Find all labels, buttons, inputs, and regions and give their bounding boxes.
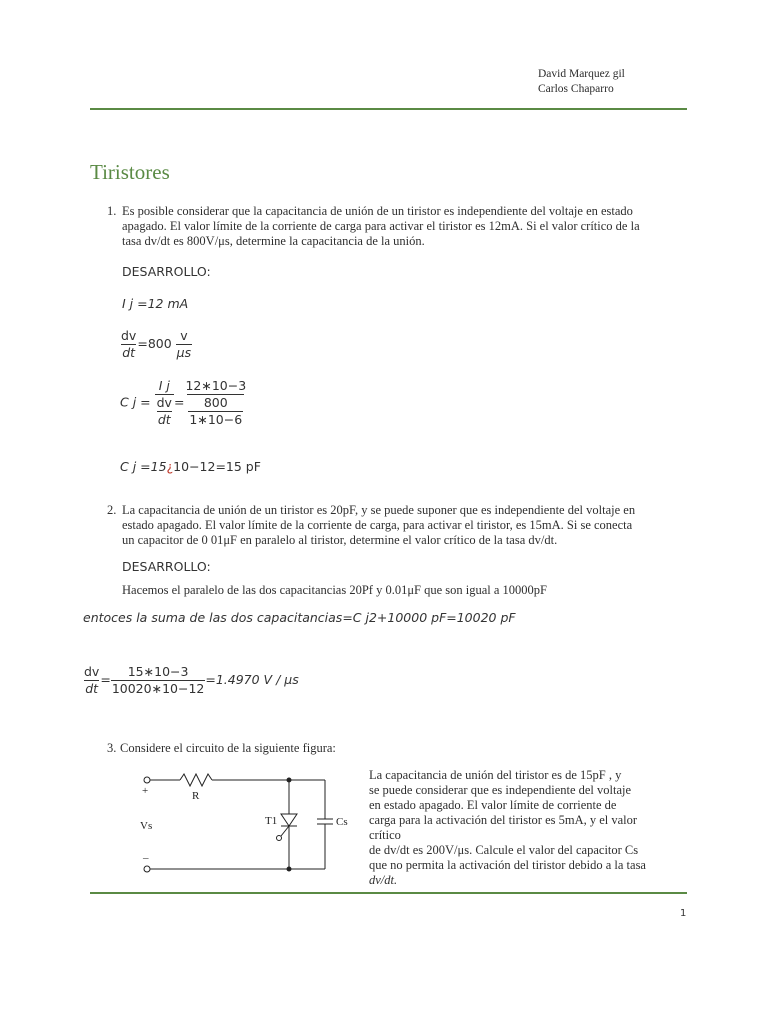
- label-minus: _: [143, 848, 149, 860]
- problem-2-text: [122, 503, 688, 548]
- problem-1-line-1: Es posible considerar que la capacitancia de unión de un tiristor es independiente del voltaje en estado: [122, 204, 633, 218]
- thyristor-symbol: [281, 814, 297, 826]
- problem-3-desc-line-7: que no permita la activación del tiristor debido a la tasa: [369, 858, 646, 872]
- equation-dvdt: [120, 328, 192, 361]
- problem-2-number: 2.: [107, 503, 117, 517]
- author-2: Carlos Chaparro: [538, 83, 614, 95]
- thyristor-circuit-diagram: [135, 768, 360, 880]
- cj-frac1-num: I j: [158, 378, 170, 393]
- label-t1: T1: [265, 815, 278, 827]
- p2-eq: =: [100, 672, 111, 687]
- cj-eq: =: [173, 394, 185, 410]
- label-vs: Vs: [140, 820, 153, 832]
- label-cs: Cs: [336, 816, 348, 828]
- problem-1-line-3: tasa dv/dt es 800V/μs, determine la capacitancia de la unión.: [122, 234, 425, 248]
- dvdt-den: dt: [122, 345, 136, 360]
- cj-frac1-den-den: dt: [157, 412, 171, 427]
- terminal-top: [144, 777, 150, 783]
- terminal-bottom: [144, 866, 150, 872]
- footer-rule: [90, 892, 687, 894]
- author-1: David Marquez gil: [538, 68, 625, 80]
- cj-frac2-den-den: 1∗10−6: [189, 412, 243, 427]
- equation-cj-result: [120, 459, 261, 474]
- p2-frac-num: 15∗10−3: [127, 664, 189, 679]
- label-r: R: [192, 790, 200, 802]
- problem-3-desc-line-6: de dv/dt es 200V/μs. Calcule el valor del capacitor Cs: [369, 843, 639, 857]
- gate-terminal: [277, 836, 282, 841]
- cj-result-odd-char: ¿: [166, 459, 174, 474]
- unit-num: v: [180, 328, 188, 343]
- problem-2-line-3: un capacitor de 0 01μF en paralelo al tiristor, determine el valor crítico de la tasa dv/dt.: [122, 533, 558, 547]
- page-number: 1: [680, 908, 687, 919]
- problem-2-desarrollo: DESARROLLO:: [122, 559, 211, 574]
- equation-cj-fraction: [120, 378, 247, 428]
- label-plus: +: [142, 785, 149, 797]
- problem-3-number: 3.: [107, 741, 117, 755]
- problem-3-intro: Considere el circuito de la siguiente figura:: [120, 741, 336, 755]
- dvdt-num: dv: [121, 328, 137, 343]
- equation-ij: I j =12 mA: [122, 296, 189, 311]
- header-rule: [90, 108, 687, 110]
- problem-1-desarrollo: DESARROLLO:: [122, 264, 211, 279]
- cj-result-pre: C j =15: [120, 459, 167, 474]
- page-title: Tiristores: [90, 160, 170, 184]
- cj-lhs: C j =: [120, 394, 151, 410]
- cj-frac2-num: 12∗10−3: [185, 378, 247, 393]
- problem-1-line-2: apagado. El valor límite de la corriente de carga para activar el tiristor es 12mA. Si el valor crítico de la: [122, 219, 640, 233]
- resistor-symbol: [180, 774, 212, 786]
- p2-frac-den: 10020∗10−12: [111, 681, 205, 696]
- unit-den: μs: [176, 345, 192, 360]
- p2-dvdt-den: dt: [85, 681, 99, 696]
- cj-frac2-den-num: 800: [203, 395, 228, 410]
- p2-result: =1.4970 V / μs: [205, 672, 299, 687]
- problem-3-desc-line-4: carga para la activación del tiristor es 5mA, y el valor: [369, 813, 638, 827]
- problem-3-desc-line-5: crítico: [369, 828, 401, 842]
- cj-frac1-den-num: dv: [156, 395, 172, 410]
- cj-result-post: 10−12=15 pF: [173, 459, 261, 474]
- problem-2-sum-equation: entoces la suma de las dos capacitancias=C j2+10000 pF=10020 pF: [83, 610, 516, 625]
- problem-3-desc-line-8: dv/dt.: [369, 873, 398, 887]
- problem-3-description: [369, 768, 669, 888]
- problem-2-line-1: La capacitancia de unión de un tiristor es 20pF, y se puede suponer que es independiente del voltaje en: [122, 503, 636, 517]
- problem-3-desc-line-3: en estado apagado. El valor límite de corriente de: [369, 798, 617, 812]
- problem-2-line-2: estado apagado. El valor límite de la corriente de carga, para activar el tiristor, es 15mA. Si se conecta: [122, 518, 633, 532]
- problem-3-desc-line-1: La capacitancia de unión del tiristor es de 15pF , y: [369, 768, 622, 782]
- problem-1-text: [122, 204, 688, 249]
- dvdt-eq: =800: [137, 336, 172, 351]
- p2-dvdt-num: dv: [84, 664, 100, 679]
- problem-2-sentence: Hacemos el paralelo de las dos capacitancias 20Pf y 0.01μF que son igual a 10000pF: [122, 583, 547, 597]
- problem-2-dvdt-equation: [83, 664, 299, 697]
- problem-1-number: 1.: [107, 204, 117, 218]
- problem-3-desc-line-2: se puede considerar que es independiente del voltaje: [369, 783, 632, 797]
